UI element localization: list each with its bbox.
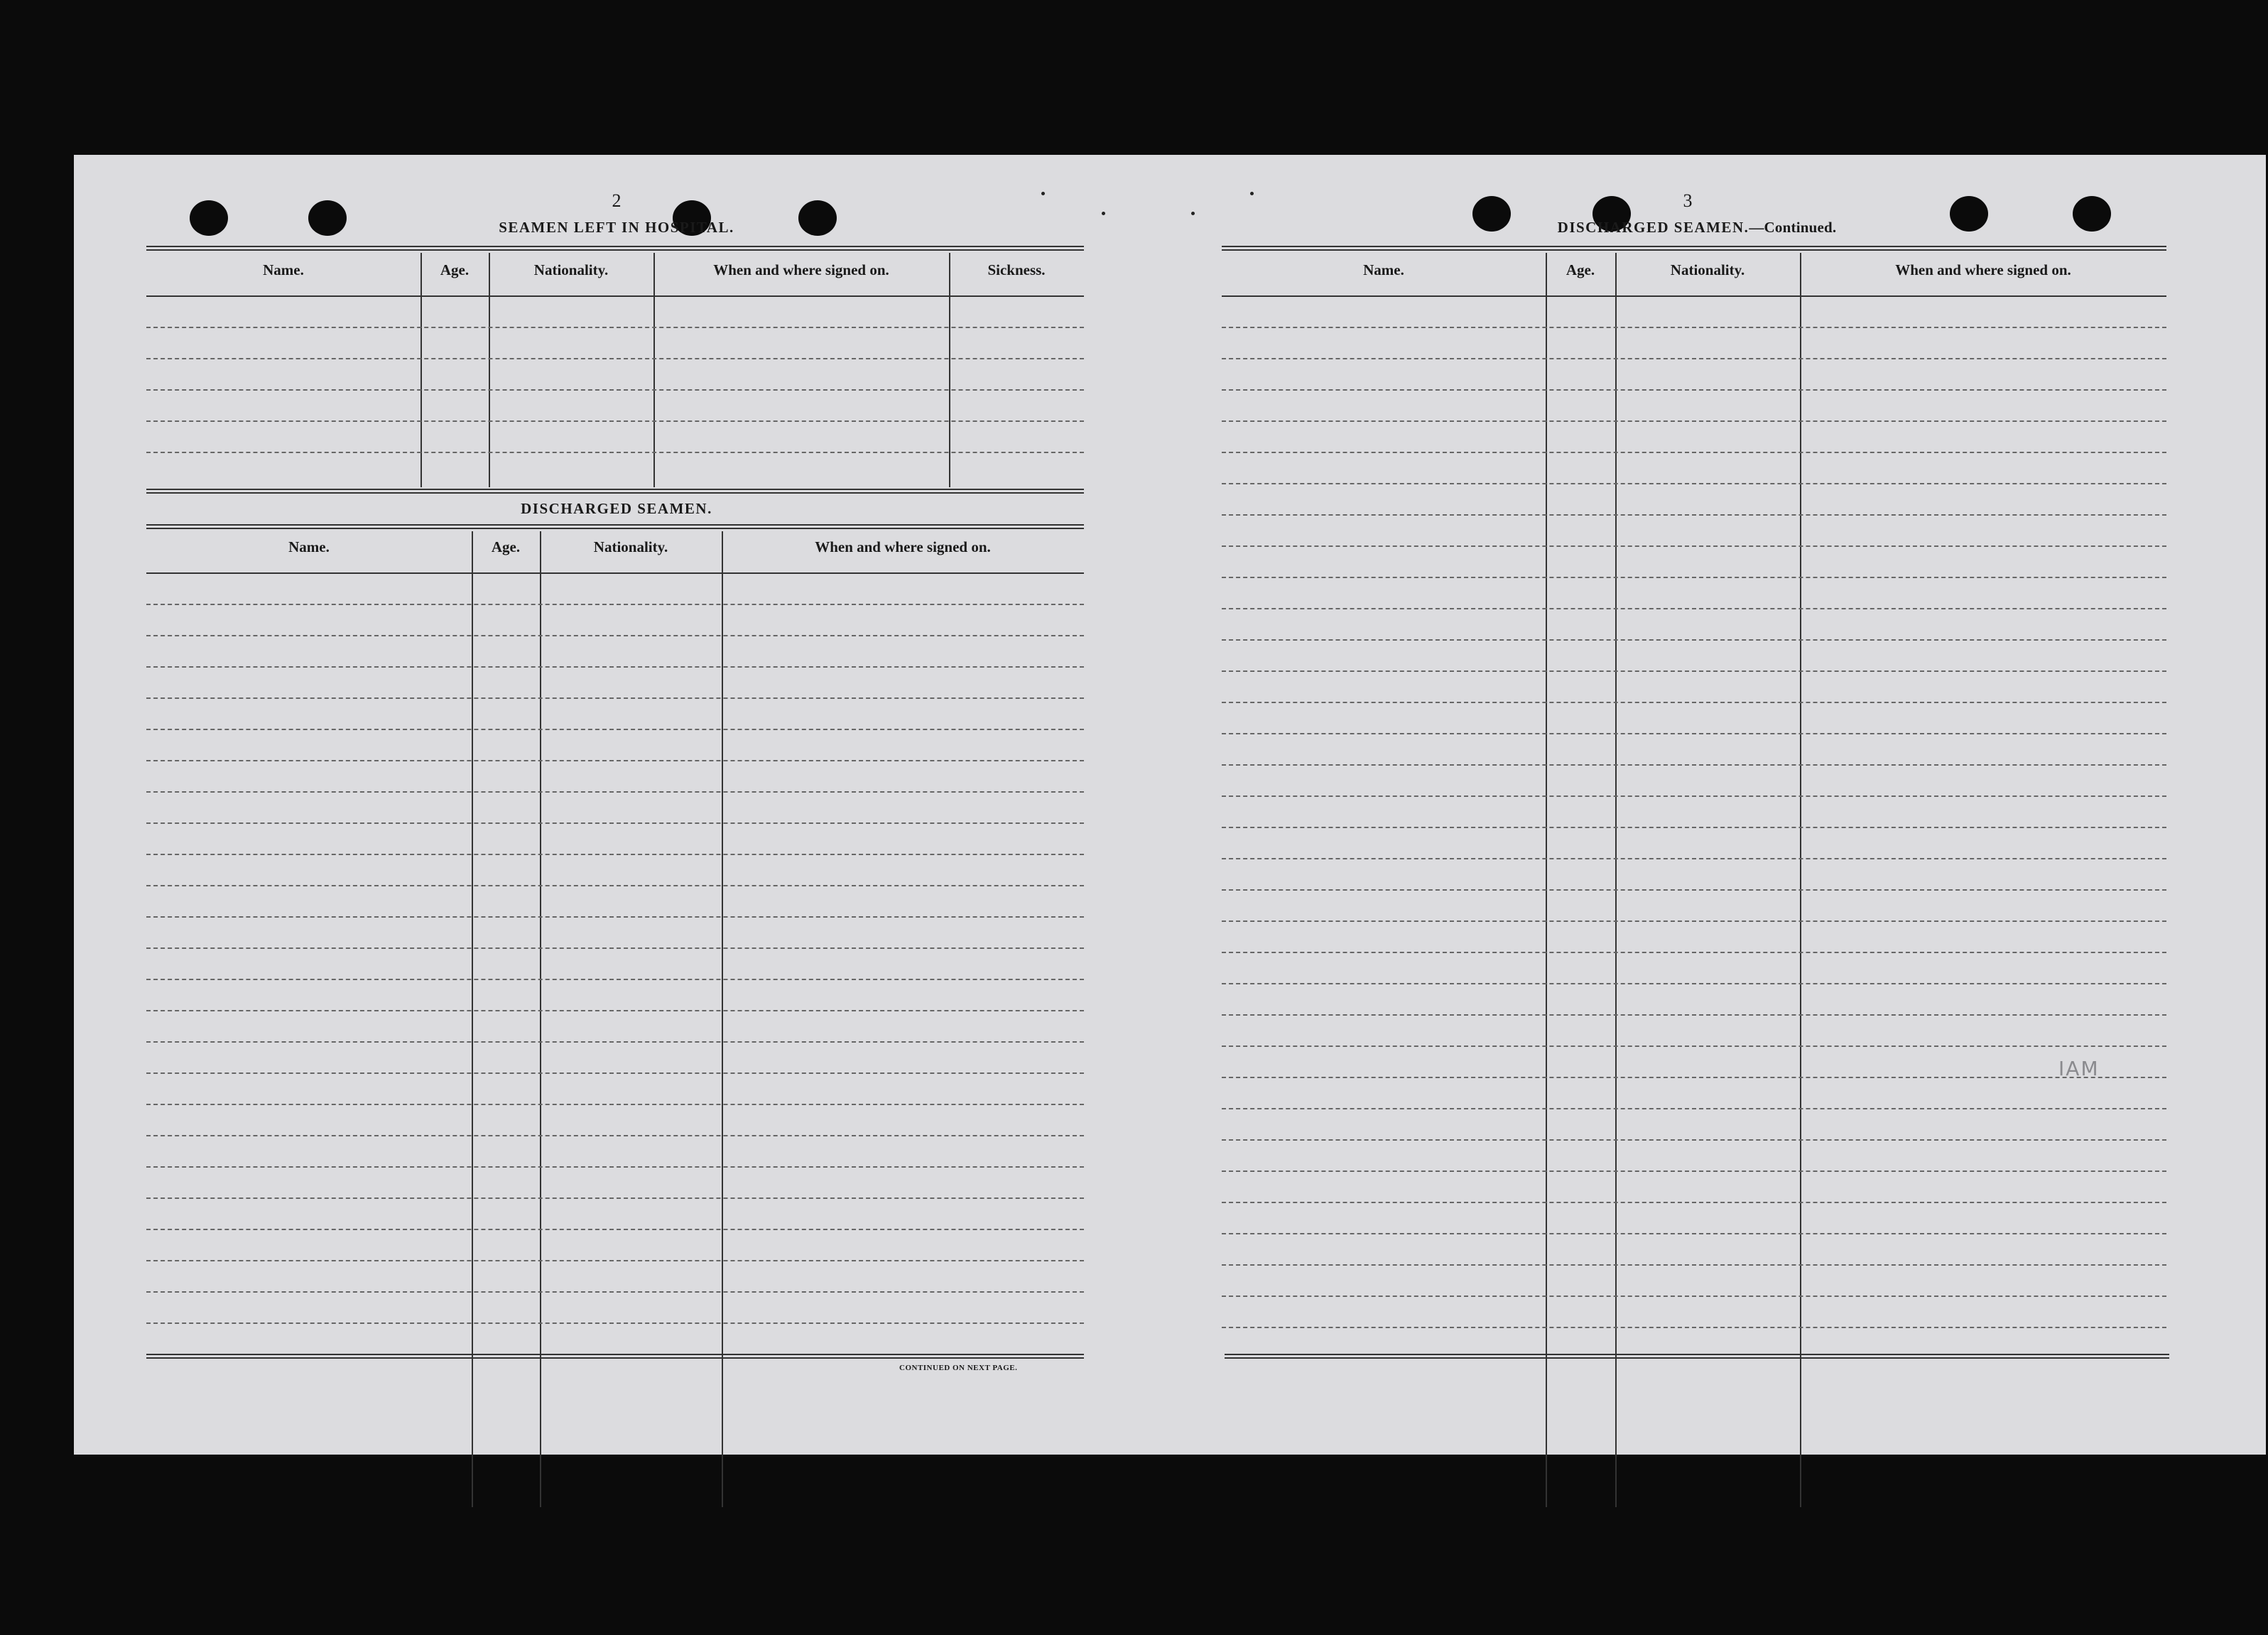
col-age: Age. (1566, 261, 1595, 278)
ruled-line (146, 854, 1084, 855)
header-rule (1222, 295, 2166, 297)
ruled-line (1222, 702, 2166, 703)
ruled-line (1222, 1045, 2166, 1047)
ruled-line (146, 358, 1084, 359)
ruled-line (1222, 733, 2166, 734)
punch-hole (1950, 196, 1988, 232)
ruled-line (1222, 577, 2166, 578)
punch-hole (190, 200, 228, 236)
ruled-line (146, 916, 1084, 918)
ruled-line (1222, 1264, 2166, 1266)
ruled-line (1222, 795, 2166, 797)
ruled-line (1222, 1139, 2166, 1141)
ruled-line (1222, 1202, 2166, 1203)
hospital-section-title: SEAMEN LEFT IN HOSPITAL. (499, 219, 734, 236)
ink-speck (1041, 192, 1045, 195)
ruled-line (1222, 827, 2166, 828)
ruled-line (1222, 1170, 2166, 1172)
ruled-line (1222, 764, 2166, 766)
ruled-line (146, 885, 1084, 886)
continued-note: CONTINUED ON NEXT PAGE. (899, 1364, 1018, 1372)
col-nationality: Nationality. (533, 261, 609, 278)
ruled-line (1222, 1077, 2166, 1078)
ruled-line (1222, 483, 2166, 484)
ruled-line (146, 1041, 1084, 1043)
ruled-line (146, 1260, 1084, 1261)
header-double-rule (146, 246, 1084, 251)
ruled-line (146, 666, 1084, 668)
ruled-line (146, 979, 1084, 980)
header-double-rule (1222, 246, 2166, 251)
ruled-line (1222, 327, 2166, 328)
ruled-line (1222, 952, 2166, 953)
discharged-continued-title (1494, 219, 1899, 237)
footer-double-rule (146, 1354, 1084, 1359)
title-suffix: —Continued. (1749, 219, 1837, 236)
col-when-where: When and where signed on. (815, 538, 991, 555)
col-age: Age. (491, 538, 521, 555)
ruled-line (146, 822, 1084, 824)
ruled-line (146, 1072, 1084, 1074)
ruled-line (1222, 670, 2166, 672)
ruled-line (1222, 452, 2166, 453)
ruled-line (1222, 389, 2166, 391)
col-nationality: Nationality. (1670, 261, 1745, 278)
col-sickness: Sickness. (987, 261, 1046, 278)
ledger-spread (74, 155, 2266, 1455)
ruled-line (146, 604, 1084, 605)
ruled-line (146, 1197, 1084, 1199)
ruled-line (1222, 858, 2166, 859)
ruled-line (1222, 1014, 2166, 1016)
col-name: Name. (1363, 261, 1404, 278)
faint-stamp-bleed: MAI (2057, 1057, 2098, 1080)
column-divider (472, 531, 473, 1507)
page-number-right: 3 (1683, 190, 1693, 211)
footer-double-rule (1225, 1354, 2169, 1359)
ruled-line (1222, 1327, 2166, 1328)
ruled-line (1222, 358, 2166, 359)
ruled-line (146, 760, 1084, 761)
ruled-line (146, 635, 1084, 636)
ruled-line (1222, 514, 2166, 516)
punch-hole (798, 200, 837, 236)
section-double-rule (146, 524, 1084, 529)
ruled-line (1222, 983, 2166, 984)
section-double-rule (146, 489, 1084, 494)
ruled-line (146, 1010, 1084, 1011)
ruled-line (146, 1135, 1084, 1136)
ruled-line (146, 327, 1084, 328)
page-number-left: 2 (612, 190, 622, 211)
ruled-line (1222, 1233, 2166, 1234)
col-age: Age. (440, 261, 470, 278)
ruled-line (1222, 1108, 2166, 1109)
title-main: DISCHARGED SEAMEN. (1557, 219, 1749, 236)
ruled-line (1222, 545, 2166, 547)
ruled-line (146, 1229, 1084, 1230)
ruled-line (146, 729, 1084, 730)
ruled-line (146, 1291, 1084, 1293)
ruled-line (146, 1322, 1084, 1324)
ruled-line (146, 1104, 1084, 1105)
ink-speck (1250, 192, 1254, 195)
column-divider (722, 531, 723, 1507)
ruled-line (1222, 889, 2166, 891)
ruled-line (1222, 608, 2166, 609)
col-when-where: When and where signed on. (1895, 261, 2071, 278)
ruled-line (1222, 639, 2166, 641)
ink-speck (1191, 212, 1195, 215)
ruled-line (1222, 920, 2166, 922)
ruled-line (146, 791, 1084, 793)
column-divider (1546, 253, 1547, 1507)
ruled-line (1222, 420, 2166, 422)
ruled-line (146, 452, 1084, 453)
ruled-line (146, 389, 1084, 391)
column-divider (1615, 253, 1617, 1507)
header-rule (146, 295, 1084, 297)
col-name: Name. (288, 538, 330, 555)
header-rule (146, 572, 1084, 574)
punch-hole (308, 200, 347, 236)
ruled-line (146, 947, 1084, 949)
discharged-section-title: DISCHARGED SEAMEN. (521, 500, 712, 517)
ink-speck (1102, 212, 1105, 215)
ruled-line (146, 1166, 1084, 1168)
punch-hole (2073, 196, 2111, 232)
ruled-line (1222, 1295, 2166, 1297)
col-name: Name. (263, 261, 304, 278)
ruled-line (146, 697, 1084, 699)
col-nationality: Nationality. (593, 538, 668, 555)
column-divider (540, 531, 541, 1507)
ruled-line (146, 420, 1084, 422)
column-divider (1800, 253, 1801, 1507)
col-when-where: When and where signed on. (713, 261, 889, 278)
